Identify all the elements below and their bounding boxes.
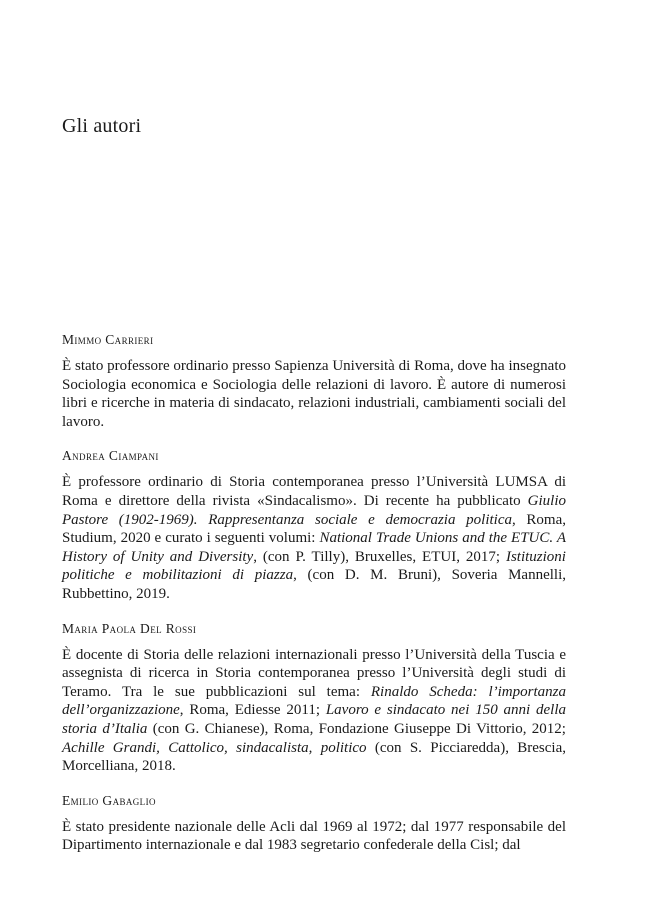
bio-title-italic: National Trade Unions and the ETUC. A History of Unity and Diversity [62,530,566,565]
author-entry [62,448,566,603]
bio-text: È professore ordinario di Storia contemporanea presso l’Università LUMSA di Roma e direttore della rivista «Sindacalismo». Di recente ha pubblicato [62,474,566,509]
bio-text: È stato presidente nazionale delle Acli dal 1969 al 1972; dal 1977 responsabile del Dipartimento internazionale e dal 1983 segretario confederale della Cisl; dal [62,818,566,854]
bio-text: , Roma, Studium, 2020 e curato i seguenti volumi: [62,511,566,547]
bio-text: , Roma, Ediesse 2011; [179,702,326,719]
author-entry [62,332,566,431]
author-bio [62,818,566,855]
bio-text: È docente di Storia delle relazioni internazionali presso l’Università della Tuscia e assegnista di ricerca in Storia contemporanea presso l’Università degli studi di Teramo. Tra le sue pubblicazioni sul tema: [62,646,566,700]
author-name: Mimmo Carrieri [62,332,154,347]
bio-title-italic: Rinaldo Scheda: l’importanza dell’organizzazione [62,683,566,719]
author-bio [62,473,566,603]
bio-text: , (con P. Tilly), Bruxelles, ETUI, 2017; [253,548,506,565]
chapter-title: Gli autori [62,115,142,137]
bio-title-italic: Achille Grandi, Cattolico, sindacalista, politico [62,739,367,756]
bio-text: È stato professore ordinario presso Sapienza Università di Roma, dove ha insegnato Sociologia economica e Sociologia delle relazioni di lavoro. È autore di numerosi libri e ricerche in materia di sindacato, relazioni industriali, cambiamenti sociali del lavoro. [62,358,566,430]
bio-text: (con S. Picciaredda), Brescia, Morcelliana, 2018. [62,739,566,775]
author-name: Maria Paola Del Rossi [62,620,197,636]
bio-title-italic: Giulio Pastore (1902-1969). Rappresentanza sociale e democrazia politica [62,492,566,528]
author-name: Emilio Gabaglio [62,792,156,808]
bio-text: (con G. Chianese), Roma, Fondazione Giuseppe Di Vittorio, 2012; [147,720,566,737]
author-entry [62,793,566,855]
author-entry [62,621,566,776]
bio-title-italic: Lavoro e sindacato nei 150 anni della storia d’Italia [62,702,566,737]
author-bio [62,357,566,431]
author-bio [62,646,566,776]
bio-text: , (con D. M. Bruni), Soveria Mannelli, Rubbettino, 2019. [62,567,566,602]
author-name: Andrea Ciampani [62,448,159,464]
bio-title-italic: Istituzioni politiche e mobilitazioni di piazza [62,548,566,584]
author-list [62,332,566,872]
